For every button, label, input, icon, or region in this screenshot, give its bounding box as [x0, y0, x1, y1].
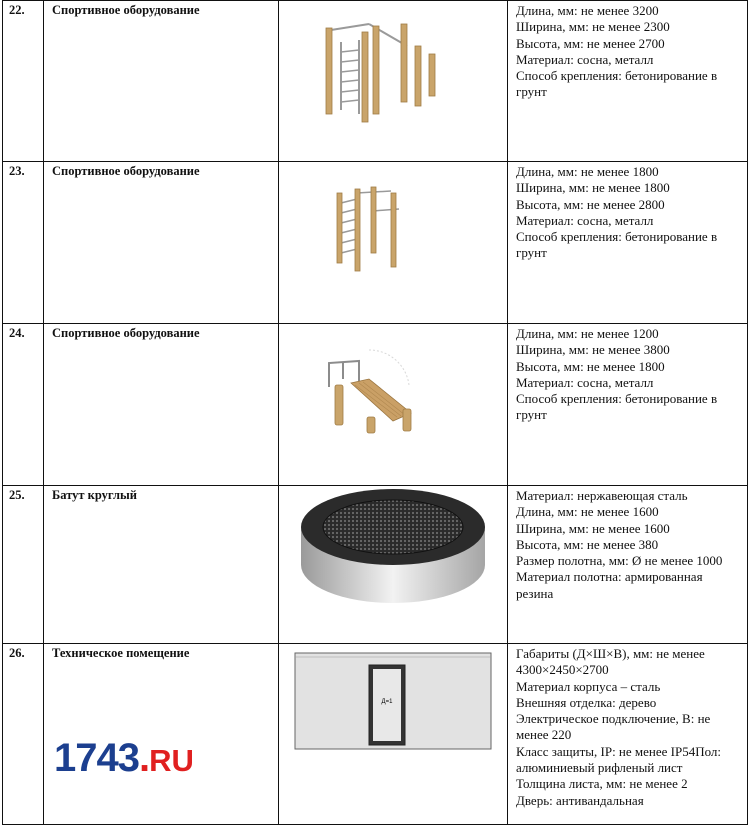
property-line: Способ крепления: бетонирование в грунт	[516, 229, 718, 261]
pullup-bars-image	[279, 1, 507, 161]
row-name: Спортивное оборудование	[44, 324, 279, 486]
table-row	[3, 644, 748, 825]
property-line: Материал корпуса – сталь	[516, 678, 661, 694]
table-row	[3, 324, 748, 486]
row-name: Спортивное оборудование	[44, 162, 279, 324]
property-line: Ширина, мм: не менее 1600	[516, 520, 670, 536]
technical-room-drawing	[279, 644, 507, 824]
row-name: Спортивное оборудование	[44, 1, 279, 162]
property-line: Класс защиты, IP: не менее IP54Пол: алюминиевый рифленый лист	[516, 743, 722, 776]
property-line: Способ крепления: бетонирование в грунт	[516, 68, 718, 100]
bench-image	[279, 324, 507, 485]
property-line: Высота, мм: не менее 1800	[516, 358, 665, 374]
property-line: Габариты (Д×Ш×В), мм: не менее 4300×2450×2700	[516, 646, 705, 678]
row-number: 26.	[3, 644, 44, 825]
property-line: Длина, мм: не менее 1600	[516, 504, 659, 520]
row-properties	[508, 486, 748, 644]
property-line: Длина, мм: не менее 3200	[516, 3, 659, 18]
property-line: Высота, мм: не менее 2700	[516, 35, 665, 51]
equipment-image	[279, 1, 508, 162]
property-line: Высота, мм: не менее 2800	[516, 196, 665, 212]
property-line: Ширина, мм: не менее 2300	[516, 19, 670, 35]
row-properties	[508, 162, 748, 324]
spec-table	[2, 0, 748, 825]
row-number: 23.	[3, 162, 44, 324]
property-line: Внешняя отделка: дерево	[516, 694, 657, 710]
property-line: Длина, мм: не менее 1200	[516, 326, 659, 341]
property-line: Толщина листа, мм: не менее 2	[516, 776, 688, 792]
equipment-image	[279, 644, 508, 825]
property-line: Материал полотна: армированная резина	[516, 569, 703, 601]
logo-dot: .	[138, 736, 150, 780]
logo-number: 1743	[54, 736, 139, 780]
logo-domain: RU	[149, 743, 194, 778]
row-name-text: Техническое помещение	[52, 646, 190, 660]
door-label: Д=1	[381, 699, 393, 705]
trampoline-image	[279, 486, 507, 643]
row-properties	[508, 644, 748, 825]
property-line: Длина, мм: не менее 1800	[516, 164, 659, 179]
table-row	[3, 1, 748, 162]
equipment-image	[279, 162, 508, 324]
row-number: 22.	[3, 1, 44, 162]
property-line: Способ крепления: бетонирование в грунт	[516, 391, 718, 423]
property-line: Электрическое подключение, В: не менее 220	[516, 711, 711, 743]
row-name: Батут круглый	[44, 486, 279, 644]
row-number: 24.	[3, 324, 44, 486]
property-line: Материал: сосна, металл	[516, 212, 654, 228]
wall-bars-image	[279, 162, 507, 323]
table-row	[3, 162, 748, 324]
site-logo	[54, 736, 194, 781]
property-line: Материал: нержавеющая сталь	[516, 488, 688, 503]
table-row	[3, 486, 748, 644]
property-line: Дверь: антивандальная	[516, 792, 644, 808]
row-properties	[508, 324, 748, 486]
row-number: 25.	[3, 486, 44, 644]
property-line: Размер полотна, мм: Ø не менее 1000	[516, 553, 723, 569]
property-line: Ширина, мм: не менее 3800	[516, 342, 670, 358]
row-properties	[508, 1, 748, 162]
equipment-image	[279, 324, 508, 486]
row-name	[44, 644, 279, 825]
property-line: Материал: сосна, металл	[516, 51, 654, 67]
property-line: Высота, мм: не менее 380	[516, 536, 659, 552]
property-line: Ширина, мм: не менее 1800	[516, 180, 670, 196]
property-line: Материал: сосна, металл	[516, 374, 654, 390]
equipment-image	[279, 486, 508, 644]
